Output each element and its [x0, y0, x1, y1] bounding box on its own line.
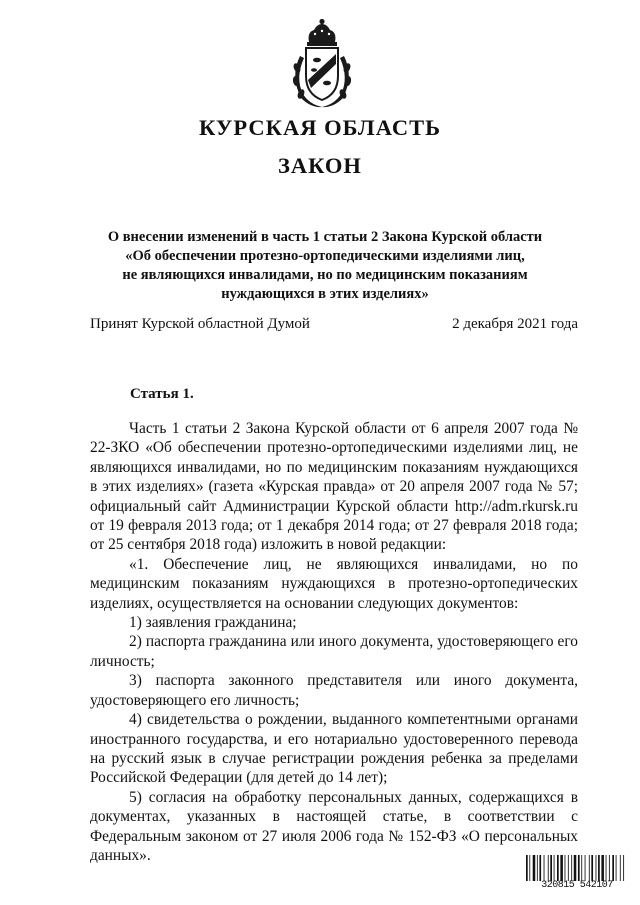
- kursk-coat-of-arms-icon: [287, 18, 357, 110]
- article-paragraph: 1) заявления гражданина;: [129, 614, 297, 632]
- subject-line: нуждающихся в этих изделиях»: [221, 286, 429, 302]
- barcode-bars: [525, 855, 629, 881]
- article-paragraph: 4) свидетельства о рождении, выданного компетентными органами иностранного государства, и его нотариально удостоверенного перевода на русский язык в случае регистрации рождения ребенка за пределами Российской Федерации (для детей до 14 лет);: [90, 711, 578, 787]
- adoption-date: 2 декабря 2021 года: [452, 316, 578, 332]
- subject-line: О внесении изменений в часть 1 статьи 2 Закона Курской области: [107, 229, 543, 245]
- title-block: [0, 112, 640, 182]
- article-paragraph: 3) паспорта законного представителя или иного документа, удостоверяющего его личность;: [90, 672, 578, 709]
- barcode: [525, 855, 629, 893]
- article-paragraph: 5) согласия на обработку персональных данных, содержащихся в документах, указанных в настоящей статье, в соответствии с Федеральным законом от 27 июля 2006 года № 152-ФЗ «О персональных данных».: [90, 788, 578, 864]
- adopted-by: Принят Курской областной Думой: [90, 316, 310, 332]
- document-type-title: ЗАКОН: [278, 153, 362, 178]
- law-subject-heading: [90, 228, 560, 304]
- article-paragraph: «1. Обеспечение лиц, не являющихся инвалидами, но по медицинским показаниям нуждающихся в протезно-ортопедических изделиях, осуществляется на основании следующих документов:: [90, 555, 578, 612]
- article-title: Статья 1.: [130, 386, 194, 402]
- subject-line: «Об обеспечении протезно-ортопедическими изделиями лиц,: [125, 248, 525, 264]
- region-title: КУРСКАЯ ОБЛАСТЬ: [199, 115, 441, 140]
- article-paragraph: Часть 1 статьи 2 Закона Курской области от 6 апреля 2007 года № 22-ЗКО «Об обеспечении протезно-ортопедическими изделиями лиц, не являющихся инвалидами, но по медицинским показаниям нуждающихся в этих изделиях» (газета «Курская правда» от 20 апреля 2007 года № 57; официальный сайт Администрации Курской области http://adm.rkursk.ru от 19 февраля 2013 года; от 1 декабря 2014 года; от 27 февраля 2018 года; от 25 сентября 2018 года) изложить в новой редакции:: [90, 420, 578, 554]
- subject-line: не являющихся инвалидами, но по медицинским показаниям: [122, 267, 528, 283]
- barcode-number: 320815 542107: [541, 880, 613, 891]
- article-body: [90, 419, 578, 865]
- article-paragraph: 2) паспорта гражданина или иного документа, удостоверяющего его личность;: [90, 633, 578, 670]
